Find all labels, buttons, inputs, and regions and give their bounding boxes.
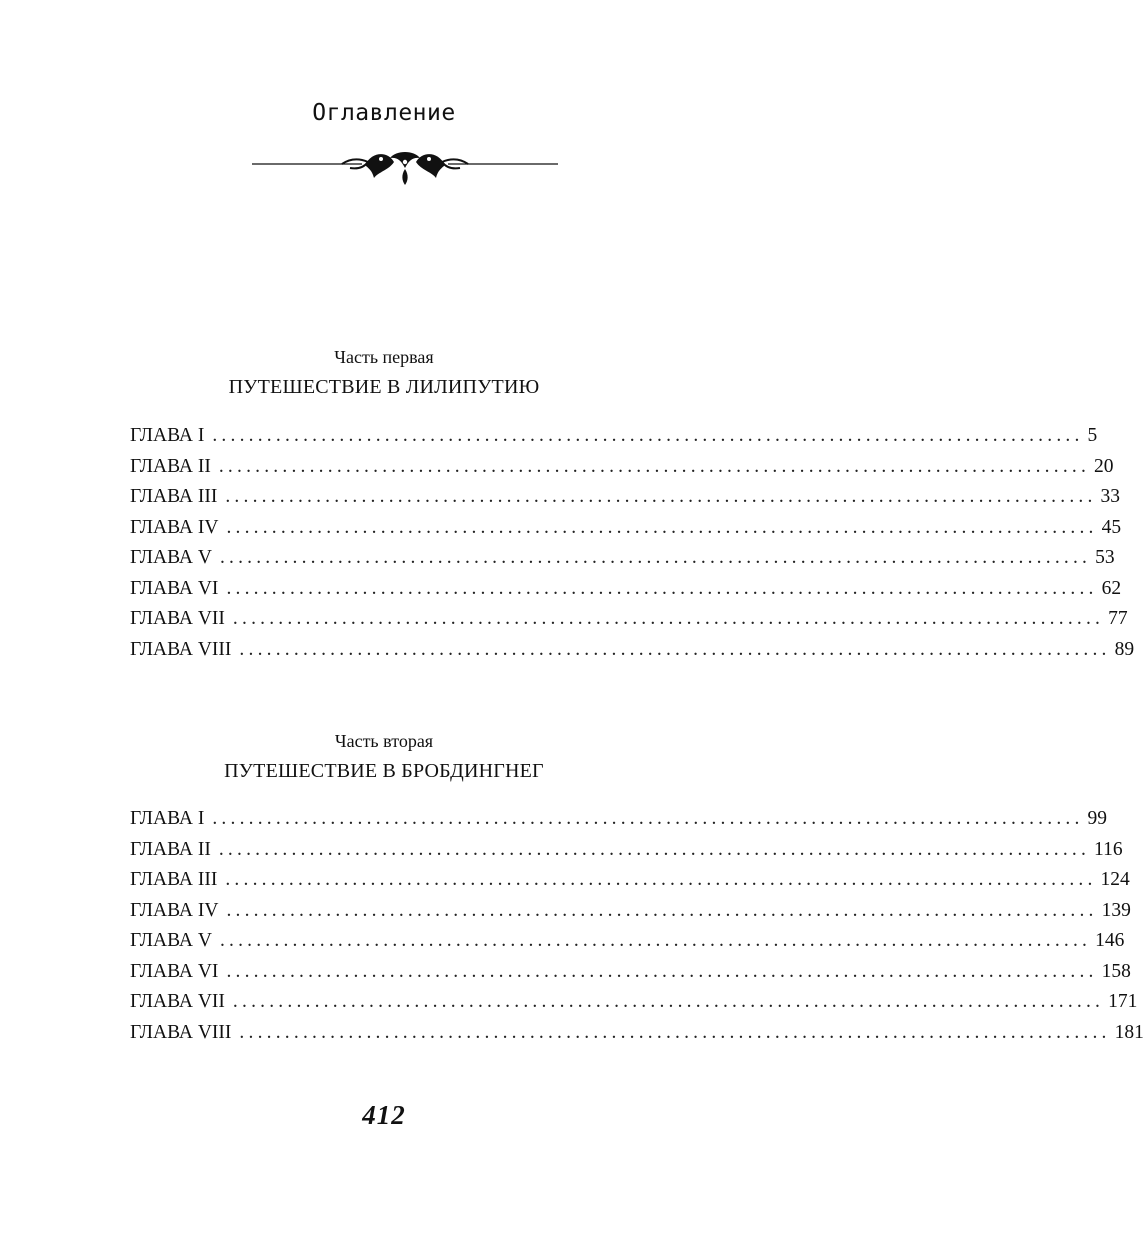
dot-leader: ................................................................................................ [225,486,1097,507]
toc-entry[interactable] [130,926,1125,957]
page-title: Оглавление [312,100,456,126]
toc-list-part-1 [130,421,1135,665]
dot-leader: ................................................................................................ [232,991,1105,1012]
chapter-title: ГЛАВА VI [130,577,219,599]
page-ref: 99 [1087,808,1108,829]
page-ref: 62 [1101,577,1122,599]
chapter-title: ГЛАВА IV [130,899,219,921]
chapter-title: ГЛАВА VII [130,608,225,629]
toc-entry[interactable] [130,421,1098,452]
page-ref: 139 [1101,899,1131,921]
part-1-header [0,345,768,402]
part-2-header [0,729,768,786]
page-ref: 124 [1100,869,1130,890]
chapter-title: ГЛАВА IV [130,516,219,538]
dot-leader: ................................................................................................ [232,608,1105,629]
toc-list-part-2 [130,804,1144,1048]
dot-leader: ................................................................................................ [218,838,1091,860]
toc-entry[interactable] [130,635,1135,666]
part-title: ПУТЕШЕСТВИЕ В БРОБДИНГНЕГ [224,760,544,782]
page-ref: 89 [1114,638,1135,660]
page-ref: 45 [1101,516,1122,538]
toc-entry[interactable] [130,513,1122,544]
toc-entry[interactable] [130,804,1108,835]
chapter-title: ГЛАВА II [130,838,211,860]
dot-leader: ................................................................................................ [219,930,1092,951]
dot-leader: ................................................................................................ [226,899,1098,921]
part-title: ПУТЕШЕСТВИЕ В ЛИЛИПУТИЮ [228,376,540,398]
page-ref: 158 [1101,960,1131,982]
dot-leader: ................................................................................................ [226,516,1098,538]
toc-entry[interactable] [130,865,1130,896]
toc-entry[interactable] [130,604,1128,635]
dot-leader: ................................................................................................ [219,547,1092,568]
page-ref: 33 [1100,486,1121,507]
page-ref: 53 [1095,547,1115,568]
chapter-title: ГЛАВА I [130,425,205,446]
toc-entry[interactable] [130,574,1122,605]
page-ref: 116 [1094,838,1123,860]
toc-entry[interactable] [130,987,1138,1018]
dot-leader: ................................................................................................ [226,577,1098,599]
toc-entry[interactable] [130,1018,1144,1049]
toc-entry[interactable] [130,482,1121,513]
page-ref: 146 [1095,930,1125,951]
toc-entry[interactable] [130,835,1123,866]
toc-entry[interactable] [130,957,1131,988]
toc-entry[interactable] [130,896,1131,927]
dot-leader: ................................................................................................ [226,960,1098,982]
toc-entry[interactable] [130,543,1115,574]
dot-leader: ................................................................................................ [212,425,1084,446]
chapter-title: ГЛАВА III [130,869,218,890]
dot-leader: ................................................................................................ [218,455,1091,477]
page-ref: 181 [1114,1021,1144,1043]
chapter-title: ГЛАВА I [130,808,205,829]
part-label: Часть первая [334,347,434,367]
dot-leader: ................................................................................................ [225,869,1097,890]
ornament-divider-icon [250,148,560,188]
chapter-title: ГЛАВА VII [130,991,225,1012]
chapter-title: ГЛАВА II [130,455,211,477]
chapter-title: ГЛАВА VIII [130,1021,232,1043]
dot-leader: ................................................................................................ [212,808,1084,829]
page-ref: 5 [1087,425,1098,446]
chapter-title: ГЛАВА VIII [130,638,232,660]
page-ref: 20 [1094,455,1114,477]
chapter-title: ГЛАВА VI [130,960,219,982]
page-number: 412 [362,1100,406,1130]
chapter-title: ГЛАВА III [130,486,218,507]
dot-leader: ................................................................................................ [239,638,1111,660]
toc-entry[interactable] [130,452,1114,483]
part-label: Часть вторая [334,731,434,751]
chapter-title: ГЛАВА V [130,930,212,951]
chapter-title: ГЛАВА V [130,547,212,568]
dot-leader: ................................................................................................ [239,1021,1111,1043]
page-ref: 171 [1108,991,1138,1012]
page-ref: 77 [1108,608,1128,629]
